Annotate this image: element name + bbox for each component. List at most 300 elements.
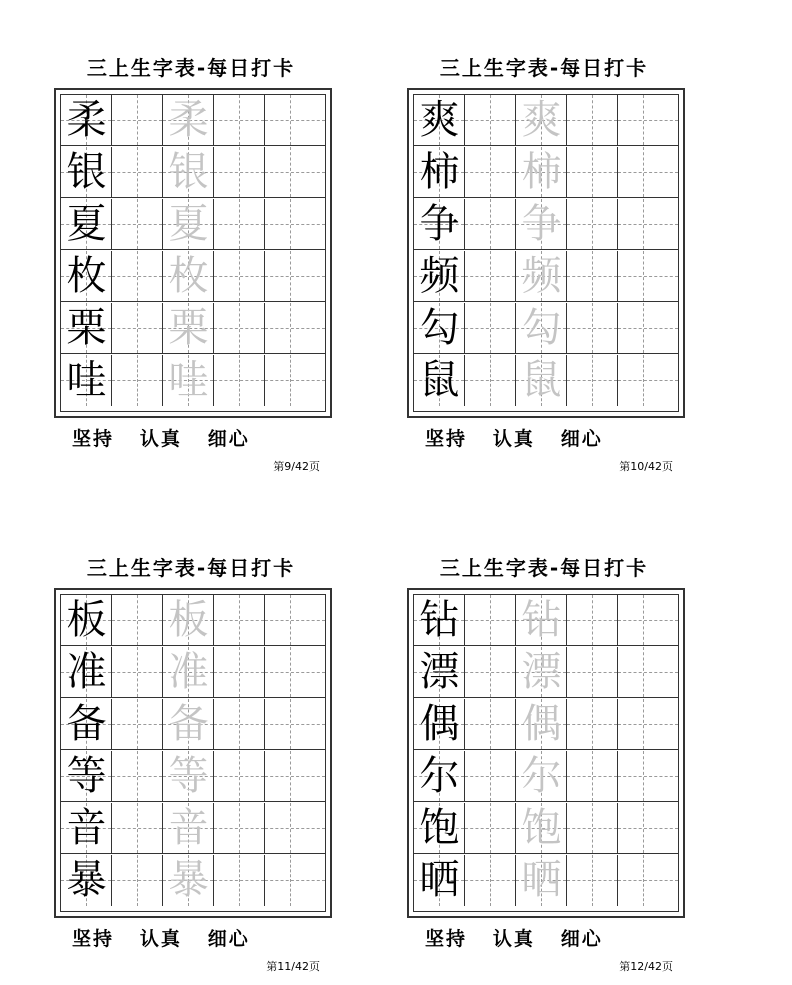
blank-cell[interactable] (265, 355, 325, 406)
blank-cell[interactable] (265, 147, 325, 198)
trace-character: 备 (168, 701, 209, 747)
blank-cell[interactable] (618, 199, 678, 250)
model-character: 偶 (419, 701, 460, 747)
blank-cell[interactable] (214, 855, 265, 906)
guide-line-vertical (290, 647, 291, 697)
guide-line-vertical (137, 303, 138, 353)
guide-line-vertical (592, 303, 593, 353)
guide-line-horizontal (618, 380, 678, 381)
guide-line-vertical (137, 199, 138, 249)
blank-cell[interactable] (112, 251, 163, 302)
trace-character: 爽 (521, 97, 562, 143)
guide-line-horizontal (265, 224, 325, 225)
blank-cell[interactable] (465, 355, 516, 406)
practice-sheet (54, 0, 384, 473)
blank-cell[interactable] (112, 303, 163, 354)
trace-character: 钻 (521, 597, 562, 643)
guide-line-vertical (592, 855, 593, 906)
grid-row (61, 595, 325, 647)
guide-line-horizontal (618, 620, 678, 621)
trace-character: 暴 (168, 857, 209, 903)
model-character: 漂 (419, 649, 460, 695)
trace-cell[interactable] (516, 595, 567, 646)
blank-cell[interactable] (112, 803, 163, 854)
grid-row (61, 855, 325, 907)
trace-character: 枚 (168, 253, 209, 299)
grid-row (61, 751, 325, 803)
grid-row (61, 303, 325, 355)
blank-cell[interactable] (265, 95, 325, 146)
guide-line-vertical (239, 303, 240, 353)
model-cell (61, 751, 112, 802)
guide-line-vertical (490, 803, 491, 853)
practice-sheet (407, 0, 737, 473)
guide-line-vertical (239, 855, 240, 906)
blank-cell[interactable] (214, 95, 265, 146)
guide-line-vertical (643, 95, 644, 145)
guide-line-vertical (643, 855, 644, 906)
guide-line-vertical (490, 95, 491, 145)
trace-cell[interactable] (516, 199, 567, 250)
guide-line-vertical (643, 699, 644, 749)
guide-line-vertical (592, 95, 593, 145)
guide-line-vertical (592, 699, 593, 749)
guide-line-vertical (239, 699, 240, 749)
blank-cell[interactable] (214, 199, 265, 250)
guide-line-horizontal (265, 120, 325, 121)
guide-line-vertical (137, 699, 138, 749)
model-character: 频 (419, 253, 460, 299)
blank-cell[interactable] (265, 251, 325, 302)
blank-cell[interactable] (618, 95, 678, 146)
grid-row (414, 303, 678, 355)
trace-cell[interactable] (163, 647, 214, 698)
guide-line-vertical (290, 147, 291, 197)
guide-line-vertical (643, 595, 644, 645)
blank-cell[interactable] (567, 803, 618, 854)
guide-line-vertical (490, 147, 491, 197)
motto-text: 坚持 认真 细心 (425, 428, 603, 450)
guide-line-horizontal (618, 672, 678, 673)
guide-line-horizontal (265, 828, 325, 829)
model-character: 爽 (419, 97, 460, 143)
blank-cell[interactable] (618, 803, 678, 854)
blank-cell[interactable] (567, 95, 618, 146)
trace-character: 栗 (168, 305, 209, 351)
guide-line-vertical (290, 95, 291, 145)
model-cell (61, 355, 112, 406)
grid-row (61, 147, 325, 199)
blank-cell[interactable] (465, 251, 516, 302)
model-character: 枚 (66, 253, 107, 299)
guide-line-horizontal (265, 672, 325, 673)
model-cell (414, 251, 465, 302)
model-cell (414, 751, 465, 802)
guide-line-vertical (643, 647, 644, 697)
trace-character: 饱 (521, 805, 562, 851)
model-character: 哇 (66, 357, 107, 403)
guide-line-vertical (239, 595, 240, 645)
model-character: 鼠 (419, 357, 460, 403)
tianzige-grid (413, 594, 679, 912)
guide-line-vertical (490, 751, 491, 801)
blank-cell[interactable] (618, 647, 678, 698)
guide-line-vertical (643, 303, 644, 353)
model-character: 晒 (419, 857, 460, 903)
blank-cell[interactable] (618, 855, 678, 906)
model-cell (414, 355, 465, 406)
blank-cell[interactable] (265, 751, 325, 802)
page-number: 第11/42页 (266, 960, 320, 973)
guide-line-horizontal (265, 328, 325, 329)
sheet-title: 三上生字表-每日打卡 (86, 556, 296, 580)
grid-frame (407, 88, 685, 418)
guide-line-vertical (490, 355, 491, 406)
trace-cell[interactable] (516, 147, 567, 198)
trace-cell[interactable] (516, 751, 567, 802)
blank-cell[interactable] (465, 147, 516, 198)
guide-line-horizontal (618, 120, 678, 121)
guide-line-vertical (290, 251, 291, 301)
trace-character: 勾 (521, 305, 562, 351)
blank-cell[interactable] (618, 751, 678, 802)
guide-line-horizontal (265, 380, 325, 381)
trace-cell[interactable] (163, 199, 214, 250)
blank-cell[interactable] (112, 199, 163, 250)
guide-line-vertical (592, 355, 593, 406)
blank-cell[interactable] (214, 251, 265, 302)
blank-cell[interactable] (567, 699, 618, 750)
model-character: 银 (66, 149, 107, 195)
model-cell (414, 303, 465, 354)
blank-cell[interactable] (265, 803, 325, 854)
guide-line-vertical (490, 855, 491, 906)
motto-text: 坚持 认真 细心 (425, 928, 603, 950)
model-cell (414, 147, 465, 198)
guide-line-vertical (239, 355, 240, 406)
grid-row (61, 699, 325, 751)
guide-line-vertical (137, 355, 138, 406)
blank-cell[interactable] (618, 355, 678, 406)
model-cell (61, 95, 112, 146)
trace-cell[interactable] (516, 251, 567, 302)
grid-row (61, 199, 325, 251)
guide-line-vertical (239, 199, 240, 249)
guide-line-vertical (592, 595, 593, 645)
grid-row (414, 595, 678, 647)
blank-cell[interactable] (112, 147, 163, 198)
trace-character: 夏 (168, 201, 209, 247)
grid-row (414, 647, 678, 699)
guide-line-horizontal (618, 224, 678, 225)
trace-cell[interactable] (163, 95, 214, 146)
blank-cell[interactable] (618, 595, 678, 646)
trace-character: 漂 (521, 649, 562, 695)
model-cell (414, 699, 465, 750)
guide-line-vertical (137, 647, 138, 697)
trace-cell[interactable] (163, 855, 214, 906)
blank-cell[interactable] (214, 699, 265, 750)
trace-cell[interactable] (516, 355, 567, 406)
model-cell (61, 251, 112, 302)
trace-character: 音 (168, 805, 209, 851)
guide-line-vertical (137, 251, 138, 301)
guide-line-vertical (592, 147, 593, 197)
blank-cell[interactable] (112, 647, 163, 698)
guide-line-vertical (137, 751, 138, 801)
blank-cell[interactable] (112, 699, 163, 750)
model-character: 备 (66, 701, 107, 747)
model-character: 板 (66, 597, 107, 643)
blank-cell[interactable] (465, 855, 516, 906)
blank-cell[interactable] (465, 595, 516, 646)
grid-row (414, 355, 678, 407)
guide-line-vertical (290, 355, 291, 406)
grid-row (414, 199, 678, 251)
blank-cell[interactable] (567, 595, 618, 646)
trace-character: 尔 (521, 753, 562, 799)
guide-line-vertical (290, 803, 291, 853)
grid-row (414, 803, 678, 855)
guide-line-vertical (239, 95, 240, 145)
practice-sheet (54, 500, 384, 973)
blank-cell[interactable] (567, 647, 618, 698)
page-number: 第10/42页 (619, 460, 673, 473)
blank-cell[interactable] (214, 595, 265, 646)
trace-cell[interactable] (516, 95, 567, 146)
motto-text: 坚持 认真 细心 (72, 928, 250, 950)
blank-cell[interactable] (465, 699, 516, 750)
model-character: 等 (66, 753, 107, 799)
blank-cell[interactable] (265, 595, 325, 646)
guide-line-vertical (592, 199, 593, 249)
blank-cell[interactable] (265, 199, 325, 250)
trace-cell[interactable] (163, 355, 214, 406)
blank-cell[interactable] (465, 95, 516, 146)
grid-frame (54, 588, 332, 918)
model-character: 钻 (419, 597, 460, 643)
trace-character: 柿 (521, 149, 562, 195)
model-cell (61, 855, 112, 906)
blank-cell[interactable] (618, 251, 678, 302)
guide-line-horizontal (618, 880, 678, 881)
guide-line-horizontal (618, 328, 678, 329)
guide-line-horizontal (618, 276, 678, 277)
trace-cell[interactable] (163, 751, 214, 802)
blank-cell[interactable] (265, 699, 325, 750)
model-cell (61, 647, 112, 698)
trace-cell[interactable] (516, 647, 567, 698)
guide-line-vertical (239, 251, 240, 301)
blank-cell[interactable] (465, 303, 516, 354)
blank-cell[interactable] (465, 751, 516, 802)
trace-cell[interactable] (163, 147, 214, 198)
model-cell (61, 803, 112, 854)
guide-line-vertical (490, 647, 491, 697)
model-character: 勾 (419, 305, 460, 351)
guide-line-vertical (490, 699, 491, 749)
motto-text: 坚持 认真 细心 (72, 428, 250, 450)
guide-line-horizontal (265, 620, 325, 621)
blank-cell[interactable] (265, 647, 325, 698)
guide-line-horizontal (265, 776, 325, 777)
guide-line-vertical (592, 251, 593, 301)
trace-character: 等 (168, 753, 209, 799)
model-character: 音 (66, 805, 107, 851)
guide-line-vertical (490, 251, 491, 301)
guide-line-vertical (290, 699, 291, 749)
guide-line-vertical (490, 595, 491, 645)
tianzige-grid (413, 94, 679, 412)
blank-cell[interactable] (265, 303, 325, 354)
guide-line-vertical (239, 147, 240, 197)
trace-cell[interactable] (516, 699, 567, 750)
guide-line-horizontal (618, 724, 678, 725)
guide-line-horizontal (265, 724, 325, 725)
blank-cell[interactable] (214, 803, 265, 854)
grid-row (61, 647, 325, 699)
model-character: 夏 (66, 201, 107, 247)
trace-character: 鼠 (521, 357, 562, 403)
model-character: 争 (419, 201, 460, 247)
guide-line-vertical (239, 803, 240, 853)
guide-line-vertical (643, 251, 644, 301)
blank-cell[interactable] (618, 699, 678, 750)
blank-cell[interactable] (567, 303, 618, 354)
guide-line-vertical (643, 751, 644, 801)
blank-cell[interactable] (214, 147, 265, 198)
blank-cell[interactable] (214, 355, 265, 406)
grid-row (61, 803, 325, 855)
tianzige-grid (60, 594, 326, 912)
grid-frame (407, 588, 685, 918)
guide-line-vertical (592, 647, 593, 697)
model-cell (61, 199, 112, 250)
guide-line-vertical (643, 147, 644, 197)
guide-line-vertical (239, 751, 240, 801)
guide-line-vertical (137, 95, 138, 145)
guide-line-vertical (290, 595, 291, 645)
blank-cell[interactable] (112, 855, 163, 906)
blank-cell[interactable] (465, 199, 516, 250)
guide-line-vertical (290, 199, 291, 249)
guide-line-vertical (137, 595, 138, 645)
grid-row (414, 699, 678, 751)
blank-cell[interactable] (112, 355, 163, 406)
grid-row (61, 251, 325, 303)
grid-row (414, 251, 678, 303)
model-character: 暴 (66, 857, 107, 903)
guide-line-vertical (137, 803, 138, 853)
blank-cell[interactable] (112, 95, 163, 146)
sheet-title: 三上生字表-每日打卡 (86, 56, 296, 80)
guide-line-vertical (643, 803, 644, 853)
guide-line-vertical (490, 199, 491, 249)
blank-cell[interactable] (567, 199, 618, 250)
guide-line-horizontal (618, 828, 678, 829)
trace-character: 板 (168, 597, 209, 643)
page-number: 第9/42页 (273, 460, 320, 473)
model-cell (414, 647, 465, 698)
guide-line-vertical (592, 751, 593, 801)
blank-cell[interactable] (112, 595, 163, 646)
blank-cell[interactable] (618, 303, 678, 354)
grid-frame (54, 88, 332, 418)
model-character: 栗 (66, 305, 107, 351)
guide-line-vertical (290, 303, 291, 353)
grid-row (414, 147, 678, 199)
guide-line-vertical (592, 803, 593, 853)
grid-row (414, 95, 678, 147)
practice-sheet (407, 500, 737, 973)
trace-character: 准 (168, 649, 209, 695)
trace-character: 晒 (521, 857, 562, 903)
guide-line-vertical (490, 303, 491, 353)
trace-cell[interactable] (163, 699, 214, 750)
blank-cell[interactable] (618, 147, 678, 198)
blank-cell[interactable] (465, 803, 516, 854)
model-cell (414, 855, 465, 906)
guide-line-vertical (290, 751, 291, 801)
sheet-title: 三上生字表-每日打卡 (439, 56, 649, 80)
guide-line-vertical (137, 147, 138, 197)
blank-cell[interactable] (567, 251, 618, 302)
model-character: 柿 (419, 149, 460, 195)
trace-cell[interactable] (516, 803, 567, 854)
model-cell (414, 95, 465, 146)
trace-character: 银 (168, 149, 209, 195)
blank-cell[interactable] (214, 647, 265, 698)
blank-cell[interactable] (214, 303, 265, 354)
trace-character: 争 (521, 201, 562, 247)
grid-row (61, 95, 325, 147)
guide-line-horizontal (265, 276, 325, 277)
grid-row (414, 855, 678, 907)
model-cell (414, 595, 465, 646)
trace-character: 偶 (521, 701, 562, 747)
blank-cell[interactable] (214, 751, 265, 802)
trace-character: 频 (521, 253, 562, 299)
model-cell (61, 303, 112, 354)
grid-row (414, 751, 678, 803)
guide-line-vertical (239, 647, 240, 697)
trace-cell[interactable] (516, 303, 567, 354)
guide-line-horizontal (618, 172, 678, 173)
model-character: 尔 (419, 753, 460, 799)
guide-line-horizontal (265, 172, 325, 173)
model-cell (61, 147, 112, 198)
page-number: 第12/42页 (619, 960, 673, 973)
trace-cell[interactable] (163, 251, 214, 302)
model-character: 饱 (419, 805, 460, 851)
trace-cell[interactable] (163, 595, 214, 646)
tianzige-grid (60, 94, 326, 412)
guide-line-horizontal (265, 880, 325, 881)
blank-cell[interactable] (265, 855, 325, 906)
guide-line-vertical (643, 199, 644, 249)
trace-cell[interactable] (163, 303, 214, 354)
blank-cell[interactable] (112, 751, 163, 802)
trace-cell[interactable] (163, 803, 214, 854)
trace-character: 哇 (168, 357, 209, 403)
blank-cell[interactable] (567, 355, 618, 406)
blank-cell[interactable] (567, 751, 618, 802)
model-cell (61, 595, 112, 646)
blank-cell[interactable] (567, 147, 618, 198)
trace-cell[interactable] (516, 855, 567, 906)
blank-cell[interactable] (567, 855, 618, 906)
blank-cell[interactable] (465, 647, 516, 698)
